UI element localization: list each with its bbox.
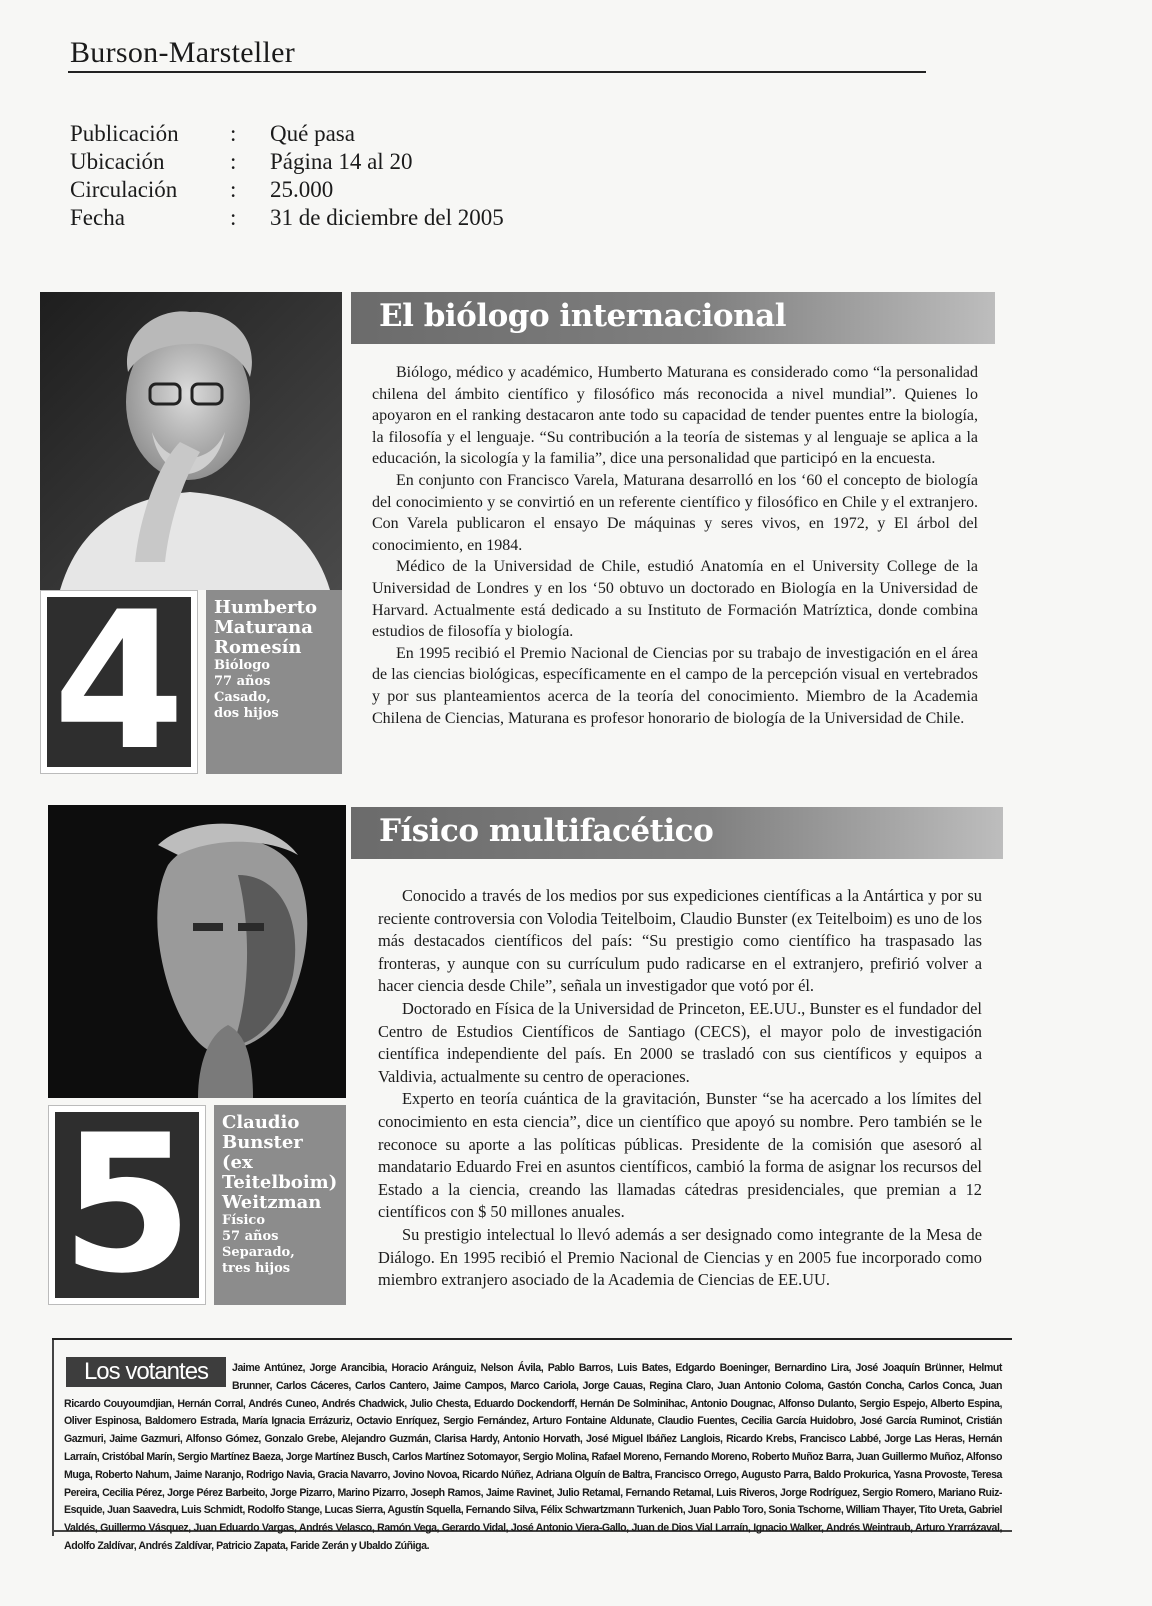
profile-name-line: Maturana <box>214 617 313 638</box>
article-body-maturana <box>372 362 978 729</box>
meta-label: Fecha <box>70 205 125 230</box>
meta-separator: : <box>230 205 237 230</box>
profile-name-line: Teitelboim) <box>222 1172 338 1193</box>
section-title: El biólogo internacional <box>379 298 786 334</box>
header-rule <box>68 71 926 73</box>
voters-list-container <box>64 1360 1002 1556</box>
profile-detail: Biólogo <box>214 658 270 673</box>
profile-name-line: Romesín <box>214 637 302 658</box>
article-paragraph: Biólogo, médico y académico, Humberto Maturana es considerado como “la personalidad chilena del ámbito científico y filosófico más reconocida a nivel mundial”. Quienes lo apoyaron en el ranking destacaron ante todo su capacidad de tender puentes entre la biología, la filosofía y el lenguaje. “Su contribución a la teoría de sistemas y al lenguaje se aplica a la educación, la sicología y la familia”, dice una personalidad que participó en la encuesta. <box>372 364 978 468</box>
article-paragraph: Médico de la Universidad de Chile, estudió Anatomía en el University College de la Universidad de Londres y en los ‘50 obtuvo un doctorado en Biología en la Universidad de Harvard. Actualmente está dedicado a su Instituto de Formación Matríztica, donde combina estudios de filosofía y biología. <box>372 558 978 641</box>
rank-box-inner <box>47 590 191 774</box>
profile-name-line: Bunster <box>222 1132 303 1153</box>
meta-label: Circulación <box>70 177 178 202</box>
profile-detail: tres hijos <box>222 1261 291 1276</box>
profile-name-line: (ex <box>222 1152 253 1173</box>
voters-box-left-rule <box>52 1340 54 1536</box>
rank-box-inner <box>55 1105 199 1305</box>
meta-value: Página 14 al 20 <box>270 149 413 174</box>
meta-label: Publicación <box>70 121 179 146</box>
profile-detail: dos hijos <box>214 706 279 721</box>
rank-box-4 <box>40 590 198 774</box>
section-banner-fisico <box>351 807 1003 859</box>
meta-separator: : <box>230 149 237 174</box>
article-paragraph: En conjunto con Francisco Varela, Maturana desarrolló en los ‘60 el concepto de biología del conocimiento y se convirtió en un referente científico y filosófico en Chile y el extranjero. Con Varela publicaron el ensayo De máquinas y seres vivos, en 1972, y El árbol del conocimiento, en 1984. <box>372 471 978 554</box>
publisher-brand: Burson-Marsteller <box>70 36 296 69</box>
profile-detail: 57 años <box>222 1229 279 1244</box>
meta-label: Ubicación <box>70 149 165 174</box>
voters-list: Jaime Antúnez, Jorge Arancibia, Horacio Aránguiz, Nelson Ávila, Pablo Barros, Luis Bates, Edgardo Boeninger, Bernardino Lira, José Joaquín Brünner, Helmut Brunner, Carlos Cáceres, Carlos Cantero, Jaime Campos, Marco Cariola, Jorge Cauas, Regina Claro, Juan Antonio Coloma, Gastón Concha, Carlos Conca, Juan Ricardo Couyoumdjian, Hernán Corral, Andrés Cuneo, Andrés Chadwick, Julio Chesta, Eduardo Dockendorff, Hernán De Solminihac, Antonio Dougnac, Alfonso Dulanto, Sergio Espejo, Alberto Espina, Oliver Espinosa, Baldomero Estrada, María Ignacia Errázuriz, Octavio Enríquez, Sergio Fernández, Arturo Fontaine Aldunate, Claudio Fuentes, Cecilia García Huidobro, José García Ruminot, Cristián Gazmuri, Jaime Gazmuri, Alfonso Gómez, Gonzalo Grebe, Alejandro Guzmán, Clarisa Hardy, Antonio Horvath, José Miguel Ibáñez Langlois, Ricardo Krebs, Francisco Labbé, Jorge Las Heras, Hernán Larraín, Cristóbal Marín, Sergio Martínez Baeza, Jorge Martínez Busch, Carlos Martínez Sotomayor, Sergio Molina, Rafael Moreno, Fernando Moreno, Roberto Muñoz Barra, Juan Guillermo Muñoz, Alfonso Muga, Roberto Nahum, Jaime Naranjo, Rodrigo Navia, Gracia Navarro, Jovino Novoa, Ricardo Núñez, Adriana Olguín de Baltra, Francisco Orrego, Augusto Parra, Baldo Prokurica, Yasna Provoste, Teresa Pereira, Cecilia Pérez, Jorge Pérez Barbeito, Jorge Pizarro, Marino Pizarro, Joseph Ramos, Jaime Ravinet, Julio Retamal, Fernando Retamal, Luis Riveros, Jorge Rodríguez, Sergio Romero, Mariano Ruiz-Esquide, Juan Saavedra, Luis Schmidt, Rodolfo Stange, Lucas Sierra, Agustín Squella, Fernando Silva, Félix Schwartzmann Turkenich, Juan Pablo Toro, Sonia Tschorne, William Thayer, Tito Ureta, Gabriel Valdés, Guillermo Vásquez, Juan Eduardo Vargas, Andrés Velasco, Ramón Vega, Gerardo Vidal, José Antonio Viera-Gallo, Juan de Dios Vial Larraín, Ignacio Walker, Andrés Weintraub, Arturo Yrarrázaval, Adolfo Zaldívar, Andrés Zaldívar, Patricio Zapata, Faride Zerán y Ubaldo Zúñiga. <box>64 1362 1002 1552</box>
meta-separator: : <box>230 121 237 146</box>
profile-namebox-maturana <box>206 590 342 774</box>
article-paragraph: Experto en teoría cuántica de la gravitación, Bunster “se ha acercado a los límites del conocimiento en esta ciencia”, dice un científico que apoyó su nombre. Pero también se le reconoce su aporte a las políticas públicas. Presidente de la comisión que asesoró al mandatario Eduardo Frei en asuntos científicos, cambió la forma de asignar los recursos del Estado a la ciencia, creando las llamadas cátedras presidenciales, que premian a 12 científicos con $ 50 millones anuales. <box>378 1089 982 1222</box>
profile-detail: Físico <box>222 1213 266 1228</box>
profile-name-line: Claudio <box>222 1112 300 1133</box>
meta-separator: : <box>230 177 237 202</box>
profile-detail: Separado, <box>222 1245 295 1260</box>
rank-number: 4 <box>52 590 186 774</box>
article-body-bunster <box>378 885 982 1292</box>
article-paragraph: En 1995 recibió el Premio Nacional de Ciencias por su trabajo de investigación en el área de las ciencias biológicas, específicamente en el campo de la percepción visual en vertebrados y por sus planteamientos acerca de la teoría del conocimiento. Miembro de la Academia Chilena de Ciencias, Maturana es profesor honorario de biología de la Universidad de Chile. <box>372 644 978 727</box>
section-banner-biologo <box>351 292 995 344</box>
portrait-photo-bunster <box>48 805 346 1098</box>
voters-title: Los votantes <box>66 1357 226 1387</box>
meta-value: Qué pasa <box>270 121 355 146</box>
article-paragraph: Doctorado en Física de la Universidad de Princeton, EE.UU., Bunster es el fundador del Centro de Estudios Científicos de Santiago (CECS), el mayor polo de investigación científica independiente del país. En 2000 se trasladó con sus científicos y equipos a Valdivia, actualmente su centro de operaciones. <box>378 998 982 1086</box>
rank-box-5 <box>48 1105 206 1305</box>
profile-namebox-bunster <box>214 1105 346 1305</box>
portrait-photo-maturana <box>40 292 342 590</box>
meta-value: 25.000 <box>270 177 334 202</box>
profile-name-line: Weitzman <box>222 1192 322 1213</box>
section-title: Físico multifacético <box>379 813 714 849</box>
meta-value: 31 de diciembre del 2005 <box>270 205 504 230</box>
article-paragraph: Conocido a través de los medios por sus expediciones científicas a la Antártica y por su reciente controversia con Volodia Teitelboim, Claudio Bunster (ex Teitelboim) es uno de los más destacados científicos del país: “Su prestigio como científico ha traspasado las fronteras, y aunque con su currículum pudo radicarse en el extranjero, prefirió volver a hacer ciencia desde Chile”, señala un investigador que votó por él. <box>378 886 982 996</box>
rank-number: 5 <box>60 1105 194 1305</box>
profile-name-line: Humberto <box>214 597 317 618</box>
profile-detail: Casado, <box>214 690 271 705</box>
profile-detail: 77 años <box>214 674 271 689</box>
article-paragraph: Su prestigio intelectual lo llevó además a ser designado como integrante de la Mesa de Diálogo. En 1995 recibió el Premio Nacional de Ciencias y en 2005 fue incorporado como miembro extranjero asociado de la Academia de Ciencias de EE.UU. <box>378 1224 982 1290</box>
